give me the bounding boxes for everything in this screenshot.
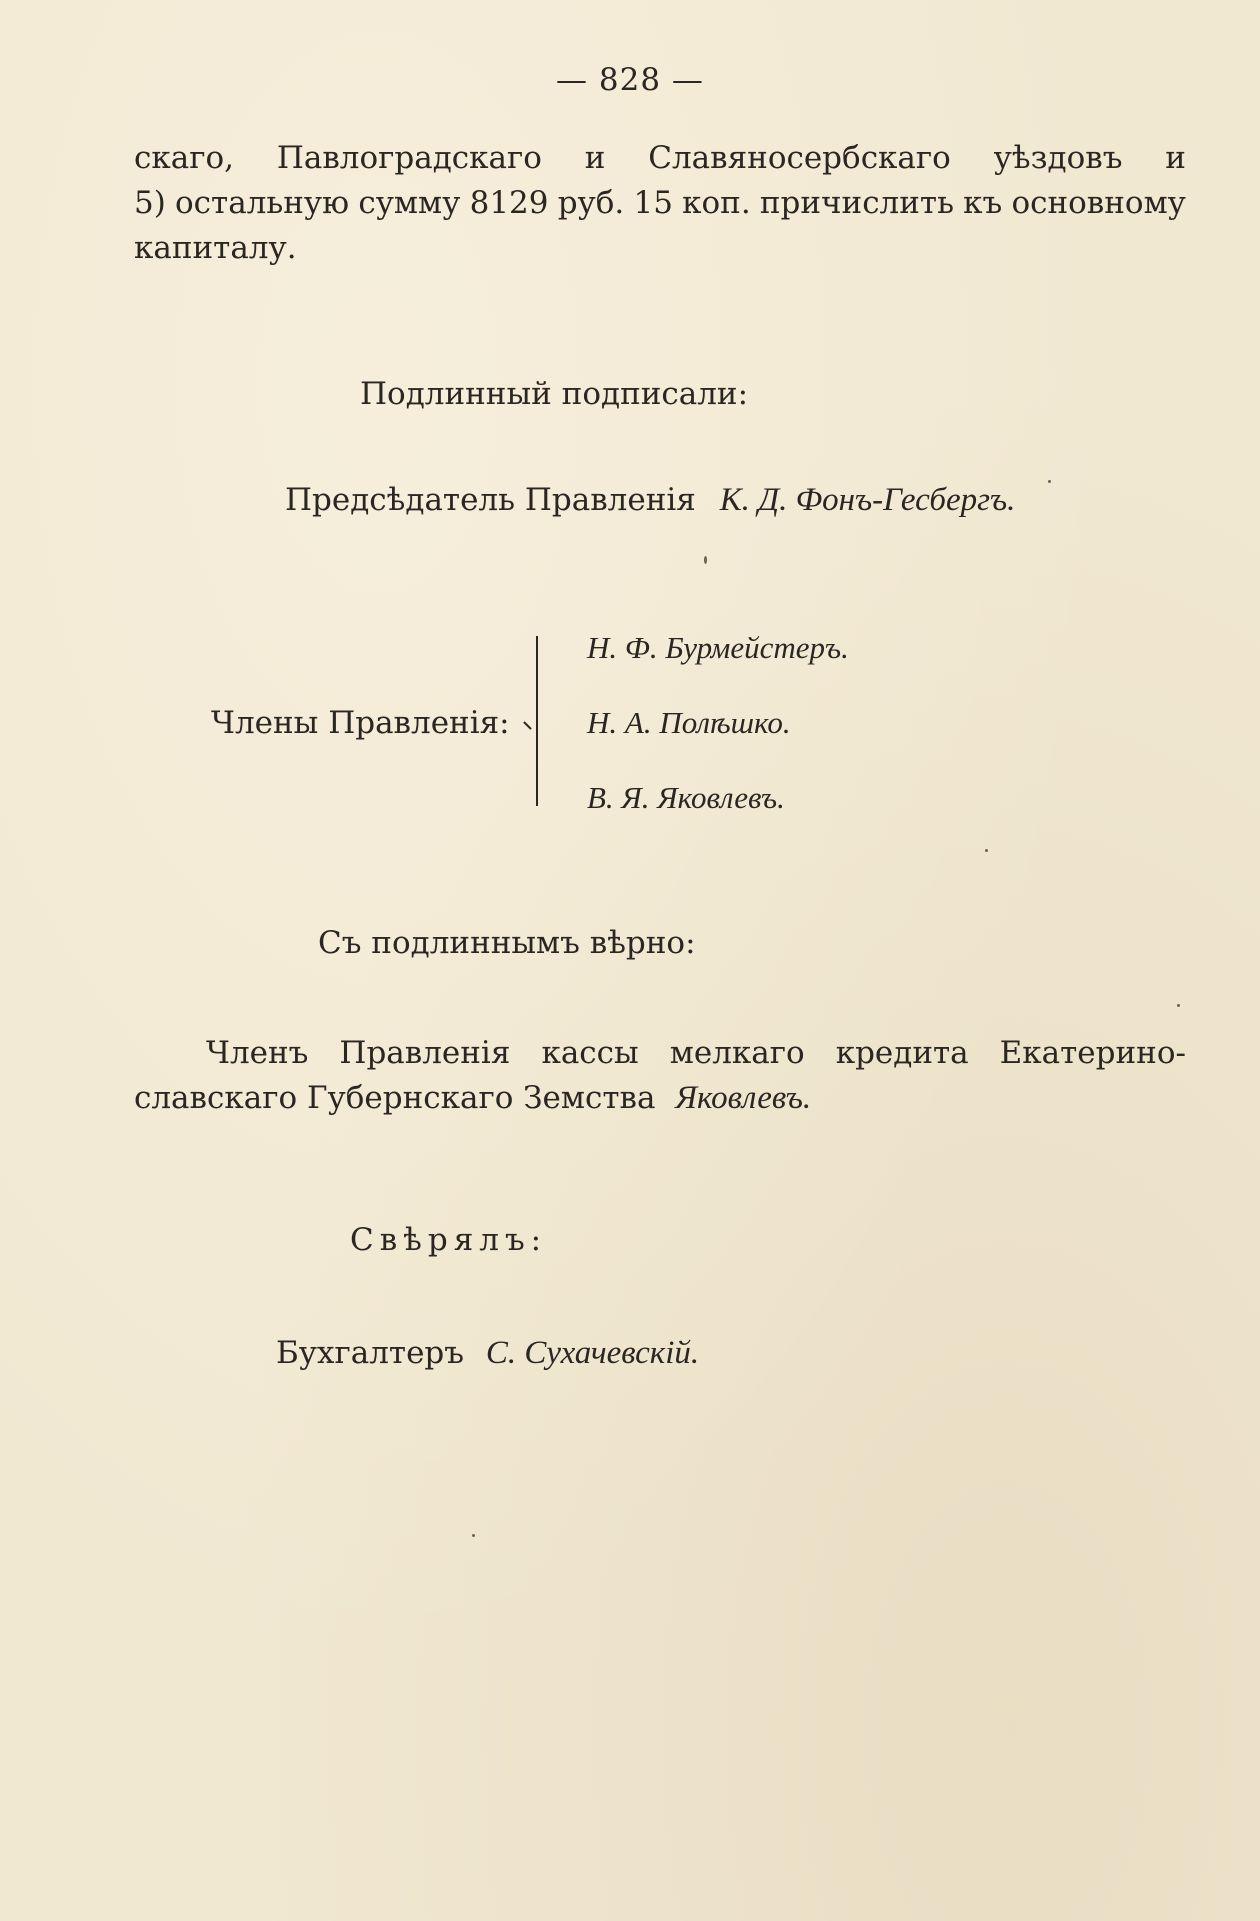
word: причислить [759,185,954,221]
word: 5) [134,185,166,221]
accountant-signature [276,1335,699,1372]
member-name: Н. Ф. Бурмейстеръ. [587,630,849,665]
scan-speck [704,556,707,564]
word: скаго, [134,140,234,176]
members-label: Члены Правленія: [211,705,510,741]
paragraph-line [134,136,1186,181]
accountant-name: С. Сухачевскій. [485,1335,700,1371]
line-text: славскаго Губернскаго Земства [134,1080,656,1116]
signature-heading: Подлинный подписали: [360,376,749,412]
word: руб. [557,185,625,221]
word: Павлоградскаго [276,140,542,176]
word: остальную [175,185,350,221]
chairman-signature [285,482,1015,519]
word: Екатерино- [999,1035,1186,1071]
paragraph-line [134,181,1186,226]
member-signature-name: Яковлевъ. [675,1080,812,1116]
paragraph-line: капиталу. [134,230,297,266]
word: Правленія [339,1035,511,1071]
word: мелкаго [669,1035,805,1071]
word: коп. [682,185,751,221]
word: основному [1011,185,1186,221]
paragraph-certification [134,1031,1186,1121]
paragraph-line [134,1076,1186,1121]
member-name: Н. А. Полѣшко. [587,705,791,740]
scan-speck [1048,480,1051,483]
scan-speck [472,1534,475,1537]
paragraph-line [134,1031,1186,1076]
word: сумму [358,185,461,221]
word: и [584,140,606,176]
true-copy-heading: Съ подлиннымъ вѣрно: [318,925,696,961]
scan-speck [985,849,988,852]
word: 15 [633,185,673,221]
word: и [1165,140,1186,176]
word: 8129 [469,185,549,221]
word: Членъ [206,1035,309,1071]
accountant-label: Бухгалтеръ [276,1335,464,1371]
member-name: В. Я. Яковлевъ. [587,780,785,815]
word: Славяносербскаго [648,140,951,176]
chairman-name: К. Д. Фонъ-Гесбергъ. [719,482,1016,518]
paragraph-allocation [134,136,1186,271]
scan-speck [1177,1004,1180,1007]
word: кассы [541,1035,639,1071]
word: кредита [835,1035,969,1071]
chairman-label: Предсѣдатель Правленія [285,482,696,518]
page-number: — 828 — [556,62,704,98]
word: уѣздовъ [993,140,1123,176]
word: къ [963,185,1003,221]
verified-heading: Свѣрялъ: [350,1222,548,1258]
